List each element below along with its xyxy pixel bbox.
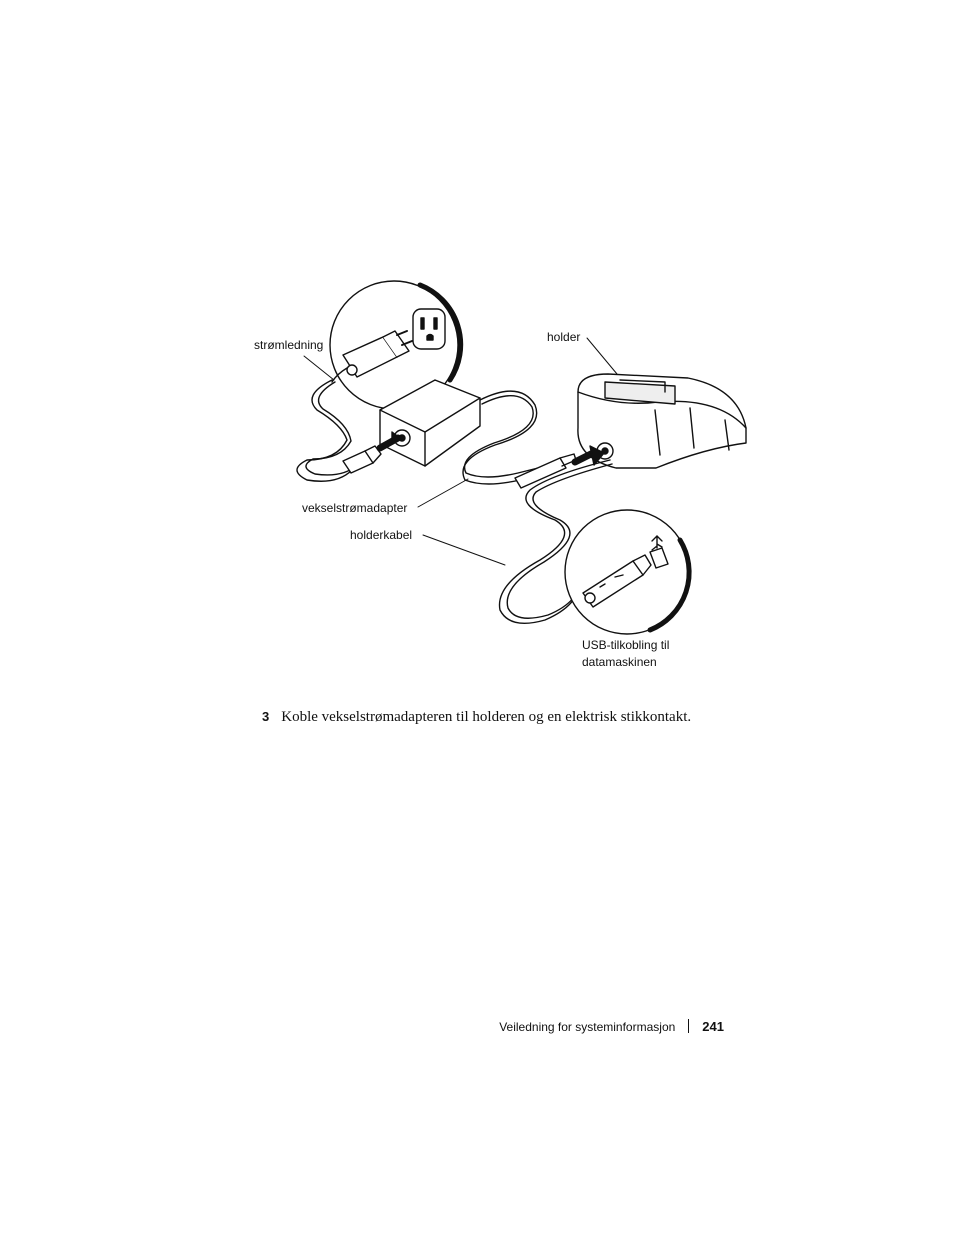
step-number: 3	[262, 709, 270, 724]
usb-inset-icon	[565, 510, 689, 634]
step-text: Koble vekselstrømadapteren til holderen og en elektrisk stikkontakt.	[281, 709, 692, 725]
cradle-cable-label: holderkabel	[350, 528, 413, 542]
cradle-label: holder	[547, 330, 581, 344]
usb-connection-label	[582, 637, 669, 671]
ac-adapter-label: vekselstrømadapter	[302, 501, 408, 515]
page-number: 241	[702, 1019, 724, 1034]
usb-label-line2: datamaskinen	[582, 655, 657, 669]
footer-title: Veiledning for systeminformasjon	[499, 1020, 676, 1034]
page-footer	[499, 1019, 724, 1034]
instruction-step	[262, 709, 691, 726]
usb-label-line1: USB-tilkobling til	[582, 638, 670, 652]
power-cord-label: strømledning	[254, 338, 324, 352]
footer-separator	[688, 1019, 689, 1033]
